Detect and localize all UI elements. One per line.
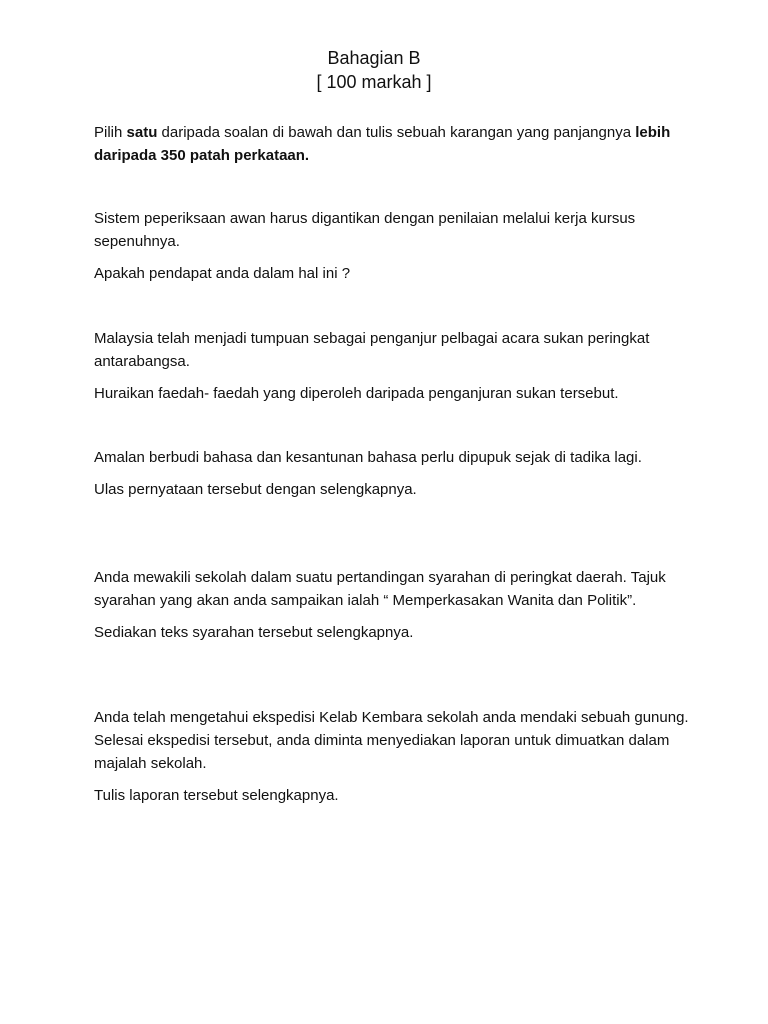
question-task: Sediakan teks syarahan tersebut selengkapnya. <box>94 624 414 641</box>
question-statement: Sistem peperiksaan awan harus digantikan dengan penilaian melalui kerja kursus sepenuhnya. <box>94 210 636 250</box>
question-3 <box>94 446 694 501</box>
instruction-text-2: daripada soalan di bawah dan tulis sebuah karangan yang panjangnya <box>157 124 636 141</box>
question-statement: Amalan berbudi bahasa dan kesantunan bahasa perlu dipupuk sejak di tadika lagi. <box>94 449 642 466</box>
question-1 <box>94 207 694 285</box>
question-2 <box>94 327 694 405</box>
instruction-text-1: Pilih <box>94 124 127 141</box>
question-statement: Malaysia telah menjadi tumpuan sebagai penganjur pelbagai acara sukan peringkat antarabangsa. <box>94 330 650 370</box>
question-task: Ulas pernyataan tersebut dengan selengkapnya. <box>94 481 417 498</box>
instruction-bold-2: lebih daripada 350 patah perkataan. <box>94 124 671 164</box>
question-statement: Anda mewakili sekolah dalam suatu pertandingan syarahan di peringkat daerah. Tajuk syarahan yang akan anda sampaikan ialah “ Memperkasakan Wanita dan Politik”. <box>94 569 666 609</box>
question-4 <box>94 566 694 644</box>
question-task: Tulis laporan tersebut selengkapnya. <box>94 787 339 804</box>
question-task: Huraikan faedah- faedah yang diperoleh daripada penganjuran sukan tersebut. <box>94 385 619 402</box>
section-marks: [ 100 markah ] <box>316 72 432 92</box>
instruction-paragraph <box>94 121 694 167</box>
section-title: Bahagian B <box>327 48 421 68</box>
question-task: Apakah pendapat anda dalam hal ini ? <box>94 265 351 282</box>
question-statement: Anda telah mengetahui ekspedisi Kelab Kembara sekolah anda mendaki sebuah gunung. Selesai ekspedisi tersebut, anda diminta menyediakan laporan untuk dimuatkan dalam majalah sekolah. <box>94 709 689 772</box>
instruction-bold-1: satu <box>126 124 158 141</box>
question-5 <box>94 706 694 807</box>
